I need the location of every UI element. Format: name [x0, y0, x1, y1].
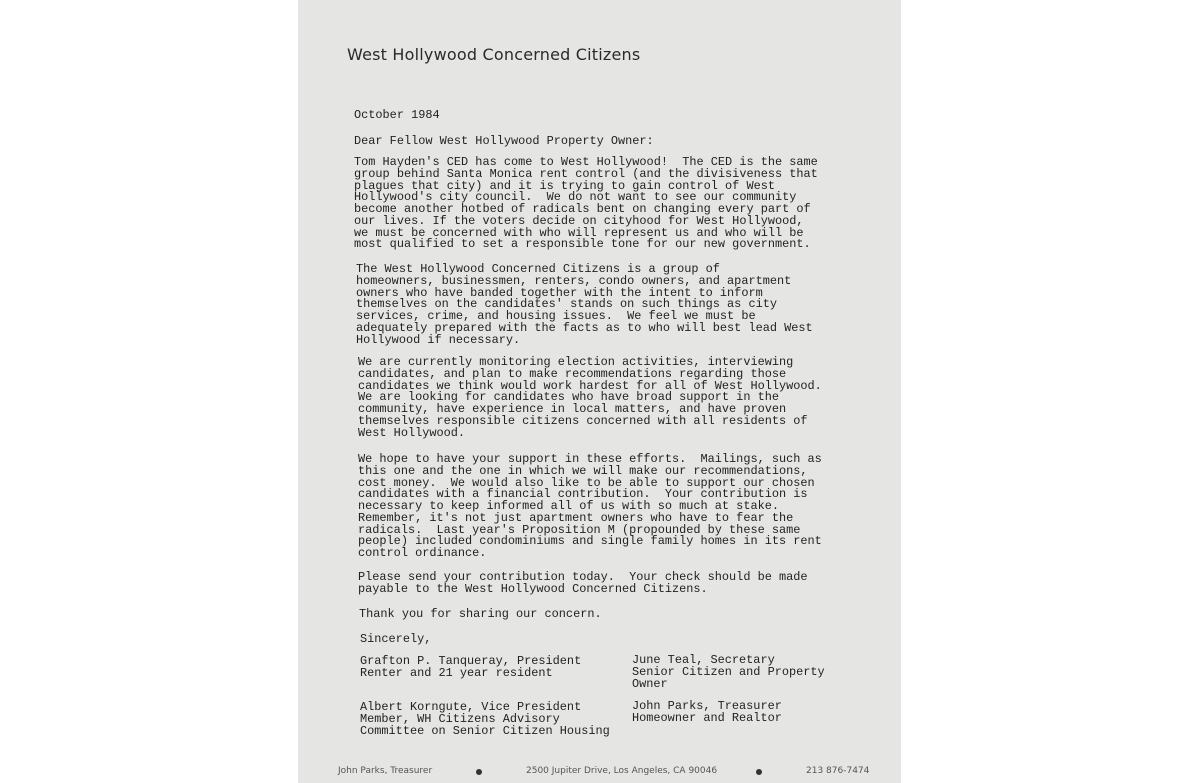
- signatory: [632, 701, 782, 725]
- footer-name: John Parks, Treasurer: [338, 766, 433, 776]
- text-line: We are looking for candidates who have broad support in the: [358, 390, 779, 405]
- text-line: themselves responsible citizens concerned with all residents of: [358, 413, 808, 428]
- text-line: We hope to have your support in these efforts. Mailings, such as: [358, 452, 822, 466]
- paragraph: [358, 572, 808, 596]
- text-line: Sincerely,: [360, 632, 432, 646]
- paragraph: [354, 157, 818, 251]
- salutation: Dear Fellow West Hollywood Property Owner:: [354, 134, 654, 148]
- text-line: our lives. If the voters decide on cityhood for West Hollywood,: [354, 213, 804, 228]
- text-line: Please send your contribution today. Your check should be made: [358, 570, 808, 584]
- bullet-icon: [756, 769, 762, 775]
- text-line: candidates with a financial contribution. Your contribution is: [358, 487, 808, 502]
- text-line: become another hotbed of radicals bent on changing every part of: [354, 202, 811, 216]
- text-line: Owner: [632, 676, 668, 691]
- letterhead: West Hollywood Concerned Citizens: [347, 45, 641, 64]
- text-line: candidates we think would work hardest for all of West Hollywood.: [358, 378, 822, 393]
- text-line: services, crime, and housing issues. We feel we must be: [356, 309, 756, 323]
- text-line: themselves on the candidates' stands on such things as city: [356, 297, 777, 312]
- text-line: this one and the one in which we will make our recommendations,: [358, 463, 808, 478]
- text-line: cost money. We would also like to be able to support our chosen: [358, 475, 815, 490]
- text-line: people) included condominiums and single family homes in its rent: [358, 534, 822, 549]
- text-line: community, have experience in local matters, and have proven: [358, 402, 787, 416]
- text-line: plagues that city) and it is trying to gain control of West: [354, 178, 775, 193]
- text-line: most qualified to set a responsible tone for our new government.: [354, 237, 811, 252]
- footer-phone: 213 876-7474: [806, 766, 870, 776]
- text-line: owners who have banded together with the intent to inform: [356, 285, 763, 300]
- text-line: we must be concerned with who will represent us and who will be: [354, 225, 804, 240]
- text-line: The West Hollywood Concerned Citizens is a group of: [356, 262, 720, 276]
- text-line: candidates, and plan to make recommendations regarding those: [358, 366, 787, 381]
- paragraph: [356, 264, 813, 346]
- text-line: Senior Citizen and Property: [632, 664, 825, 679]
- text-line: Renter and 21 year resident: [360, 665, 553, 680]
- text-line: payable to the West Hollywood Concerned Citizens.: [358, 581, 708, 596]
- footer-address: 2500 Jupiter Drive, Los Angeles, CA 90046: [526, 766, 718, 776]
- text-line: homeowners, businessmen, renters, condo owners, and apartment: [356, 273, 792, 288]
- text-line: necessary to keep informed all of us with so much at stake.: [358, 499, 779, 513]
- text-line: radicals. Last year's Proposition M (propounded by these same: [358, 522, 801, 537]
- text-line: Hollywood's city council. We do not want to see our community: [354, 190, 797, 205]
- date: October 1984: [354, 108, 440, 122]
- text-line: control ordinance.: [358, 546, 487, 560]
- text-line: Remember, it's not just apartment owners who have to fear the: [358, 510, 794, 525]
- paragraph: [359, 609, 602, 621]
- text-line: Hollywood if necessary.: [356, 332, 521, 347]
- text-line: group behind Santa Monica rent control (and the divisiveness that: [354, 166, 818, 181]
- text-line: Committee on Senior Citizen Housing: [360, 723, 610, 738]
- signatory: [632, 655, 825, 690]
- signatory: [360, 702, 610, 737]
- text-line: Member, WH Citizens Advisory: [360, 711, 560, 726]
- text-line: Thank you for sharing our concern.: [359, 607, 602, 621]
- text-line: Albert Korngute, Vice President: [360, 700, 582, 714]
- text-line: John Parks, Treasurer: [632, 699, 782, 713]
- paragraph: [358, 454, 822, 560]
- signatory: [360, 656, 581, 680]
- text-line: Grafton P. Tanqueray, President: [360, 654, 582, 668]
- text-line: June Teal, Secretary: [632, 653, 775, 667]
- text-line: West Hollywood.: [358, 425, 466, 440]
- paragraph: [358, 357, 822, 439]
- text-line: We are currently monitoring election activities, interviewing: [358, 355, 794, 369]
- closing: [360, 634, 431, 646]
- text-line: Homeowner and Realtor: [632, 710, 782, 725]
- bullet-icon: [476, 769, 482, 775]
- text-line: adequately prepared with the facts as to who will best lead West: [356, 320, 813, 335]
- letter-page: [298, 0, 901, 783]
- text-line: Tom Hayden's CED has come to West Hollywood! The CED is the same: [354, 155, 818, 169]
